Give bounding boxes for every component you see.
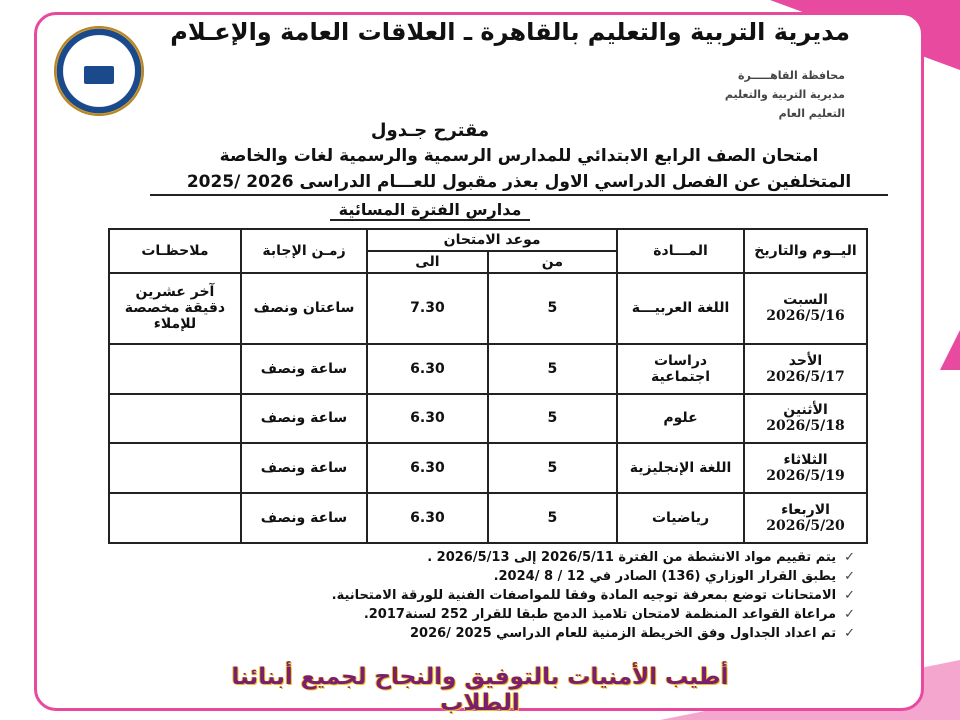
subject-cell: اللغة الإنجليزية — [617, 443, 744, 493]
shift-label: مدارس الفترة المسائية — [330, 200, 530, 221]
to-cell: 6.30 — [367, 344, 488, 394]
to-cell: 6.30 — [367, 394, 488, 444]
page-title: مديرية التربية والتعليم بالقاهرة ـ العلاقات العامة والإعـلام — [170, 18, 850, 46]
header-day: اليــوم والتاريخ — [744, 229, 867, 273]
duration-cell: ساعة ونصف — [241, 344, 367, 394]
footer-wish: أطيب الأمنيات بالتوفيق والنجاح لجميع أبنائنا الطلاب — [231, 664, 729, 716]
duration-cell: ساعتان ونصف — [241, 273, 367, 344]
checkmark-icon: ✓ — [844, 626, 855, 641]
table-row — [109, 344, 867, 394]
governorate-label: محافظة القاهـــــرة — [738, 69, 845, 82]
notes-cell — [109, 443, 241, 493]
day-cell — [744, 493, 867, 543]
book-icon — [84, 66, 114, 84]
day-name: الاربعاء — [781, 502, 830, 519]
table-row — [109, 443, 867, 493]
from-cell: 5 — [488, 394, 617, 444]
exam-schedule-table — [108, 228, 868, 544]
duration-cell: ساعة ونصف — [241, 443, 367, 493]
day-date: 2026/5/17 — [766, 368, 845, 385]
header-exam-time: موعد الامتحان — [367, 229, 617, 251]
from-cell: 5 — [488, 443, 617, 493]
day-name: السبت — [783, 292, 828, 309]
day-cell — [744, 344, 867, 394]
day-cell — [744, 273, 867, 344]
from-cell: 5 — [488, 273, 617, 344]
header-from: من — [488, 251, 617, 273]
proposal-title: مقترح جـدول — [370, 120, 490, 141]
from-cell: 5 — [488, 344, 617, 394]
list-item — [150, 605, 855, 624]
day-cell — [744, 394, 867, 444]
header-subject: المـــادة — [617, 229, 744, 273]
notes-list — [150, 548, 855, 643]
exam-title-line-2: المتخلفين عن الفصل الدراسي الاول بعذر مقبول للعـــام الدراسى 2026 /2025 — [150, 172, 888, 196]
day-cell — [744, 443, 867, 493]
to-cell: 7.30 — [367, 273, 488, 344]
subject-cell: علوم — [617, 394, 744, 444]
day-name: الأحد — [788, 352, 823, 369]
day-date: 2026/5/19 — [766, 468, 845, 485]
to-cell: 6.30 — [367, 443, 488, 493]
header-notes: ملاحظـات — [109, 229, 241, 273]
list-item — [150, 567, 855, 586]
directorate-logo — [54, 26, 144, 116]
note-text: يتم تقييم مواد الانشطة من الفترة 2026/5/11 إلى 2026/5/13 . — [427, 550, 837, 565]
day-date: 2026/5/16 — [766, 308, 845, 325]
list-item — [150, 624, 855, 643]
header-to: الى — [367, 251, 488, 273]
notes-cell — [109, 493, 241, 543]
notes-cell — [109, 344, 241, 394]
day-name: الثلاثاء — [783, 452, 828, 469]
notes-cell: آخر عشرين دقيقة مخصصة للإملاء — [109, 273, 241, 344]
duration-cell: ساعة ونصف — [241, 394, 367, 444]
subject-cell: اللغة العربيـــة — [617, 273, 744, 344]
note-text: الامتحانات توضع بمعرفة توجيه المادة وفقا للمواصفات الفنية للورقة الامتحانية. — [331, 588, 837, 603]
directorate-label: مديرية التربية والتعليم — [724, 88, 845, 101]
official-letterhead — [725, 66, 845, 123]
day-name: الأثنين — [783, 402, 828, 419]
decorative-corner-mid — [940, 330, 960, 370]
from-cell: 5 — [488, 493, 617, 543]
checkmark-icon: ✓ — [844, 550, 855, 565]
table-row — [109, 273, 867, 344]
subject-cell: دراسات اجتماعية — [617, 344, 744, 394]
table-row — [109, 493, 867, 543]
department-label: التعليم العام — [778, 107, 845, 120]
note-text: مراعاة القواعد المنظمة لامتحان تلاميذ الدمج طبقا للقرار 252 لسنة2017. — [363, 607, 837, 622]
header-duration: زمـن الإجابة — [241, 229, 367, 273]
to-cell: 6.30 — [367, 493, 488, 543]
list-item — [150, 548, 855, 567]
table-row — [109, 394, 867, 444]
checkmark-icon: ✓ — [844, 607, 855, 622]
checkmark-icon: ✓ — [844, 569, 855, 584]
day-date: 2026/5/20 — [766, 518, 845, 535]
subject-cell: رياضيات — [617, 493, 744, 543]
exam-title-line-1: امتحان الصف الرابع الابتدائي للمدارس الرسمية والرسمية لغات والخاصة — [219, 146, 819, 166]
list-item — [150, 586, 855, 605]
note-text: تم اعداد الجداول وفق الخريطة الزمنية للعام الدراسي 2025 /2026 — [409, 626, 837, 641]
note-text: يطبق القرار الوزاري (136) الصادر في 12 / 8 /2024. — [493, 569, 837, 584]
checkmark-icon: ✓ — [844, 588, 855, 603]
notes-cell — [109, 394, 241, 444]
duration-cell: ساعة ونصف — [241, 493, 367, 543]
day-date: 2026/5/18 — [766, 418, 845, 435]
